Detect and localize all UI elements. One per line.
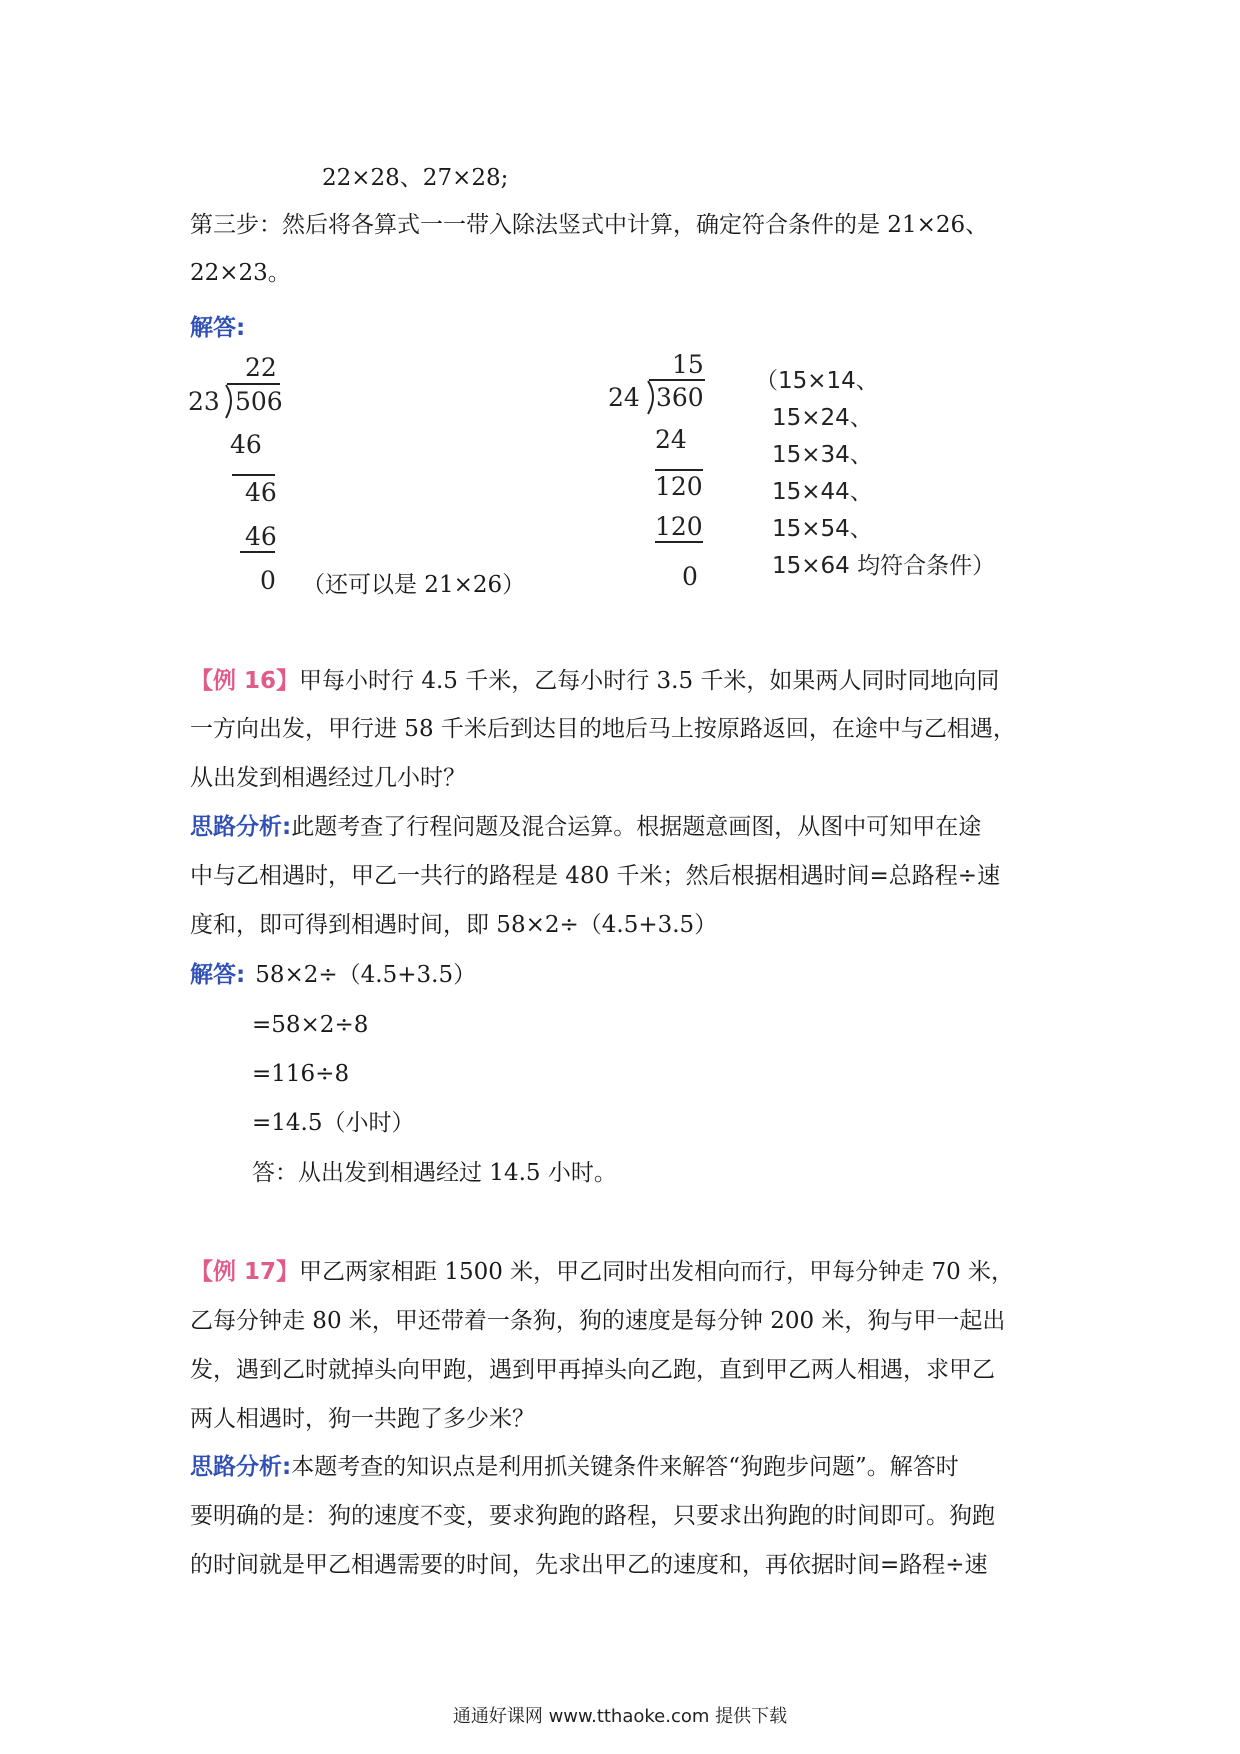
example-line: 一方向出发，甲行进 58 千米后到达目的地后马上按原路返回，在途中与乙相遇， bbox=[190, 716, 1016, 742]
example-text: 甲每小时行 4.5 千米，乙每小时行 3.5 千米，如果两人同时同地向同 bbox=[299, 668, 1000, 694]
alternative: 15×64 均符合条件） bbox=[772, 553, 996, 579]
step: 46 bbox=[245, 478, 277, 507]
analysis-line bbox=[190, 812, 981, 842]
step: 120 bbox=[655, 472, 703, 501]
divisor: 24 bbox=[608, 383, 640, 412]
remainder: 0 bbox=[682, 562, 698, 591]
answer-label: 解答: bbox=[190, 962, 246, 988]
alternative: 15×34、 bbox=[772, 442, 873, 468]
remainder: 0 bbox=[260, 566, 276, 595]
analysis-line: 中与乙相遇时，甲乙一共行的路程是 480 千米；然后根据相遇时间=总路程÷速 bbox=[190, 863, 1001, 889]
dividend: 360 bbox=[656, 383, 704, 412]
analysis-text: 本题考查的知识点是利用抓关键条件来解答“狗跑步问题”。解答时 bbox=[291, 1454, 959, 1480]
example-line bbox=[190, 1257, 1014, 1287]
step: 120 bbox=[655, 512, 703, 541]
alternative: 15×24、 bbox=[772, 405, 873, 431]
text-line: 22×23。 bbox=[190, 260, 291, 286]
analysis-line: 度和，即可得到相遇时间，即 58×2÷（4.5+3.5） bbox=[190, 912, 718, 938]
example-line: 发，遇到乙时就掉头向甲跑，遇到甲再掉头向乙跑，直到甲乙两人相遇，求甲乙 bbox=[190, 1357, 995, 1383]
analysis-line: 的时间就是甲乙相遇需要的时间，先求出甲乙的速度和，再依据时间=路程÷速 bbox=[190, 1552, 988, 1578]
example-line: 乙每分钟走 80 米，甲还带着一条狗，狗的速度是每分钟 200 米，狗与甲一起出 bbox=[190, 1308, 1006, 1334]
analysis-label: 思路分析: bbox=[190, 814, 292, 840]
answer-line bbox=[190, 960, 476, 990]
alternative: 15×54、 bbox=[772, 516, 873, 542]
divisor: 23 bbox=[188, 387, 220, 416]
quotient: 22 bbox=[245, 353, 277, 382]
analysis-line bbox=[190, 1452, 959, 1482]
example-text: 甲乙两家相距 1500 米，甲乙同时出发相向而行，甲每分钟走 70 米， bbox=[299, 1259, 1015, 1285]
step: 46 bbox=[245, 522, 277, 551]
alternative: 15×44、 bbox=[772, 479, 873, 505]
answer-text: 58×2÷（4.5+3.5） bbox=[255, 962, 477, 988]
step: 46 bbox=[230, 430, 262, 459]
dividend: 506 bbox=[235, 387, 283, 416]
analysis-text: 此题考查了行程问题及混合运算。根据题意画图，从图中可知甲在途 bbox=[291, 814, 982, 840]
answer-line: =116÷8 bbox=[252, 1061, 350, 1087]
alternative: （15×14、 bbox=[755, 368, 879, 394]
answer-label: 解答: bbox=[190, 315, 246, 341]
example-tag: 【例 16】 bbox=[190, 668, 300, 694]
example-line bbox=[190, 666, 999, 696]
analysis-label: 思路分析: bbox=[190, 1454, 292, 1480]
example-line: 从出发到相遇经过几小时？ bbox=[190, 765, 466, 791]
text-line: 22×28、27×28; bbox=[322, 165, 509, 191]
page-footer: 通通好课网 www.tthaoke.com 提供下载 bbox=[452, 1706, 788, 1727]
analysis-line: 要明确的是：狗的速度不变，要求狗跑的路程，只要求出狗跑的时间即可。狗跑 bbox=[190, 1503, 995, 1529]
step: 24 bbox=[655, 425, 687, 454]
quotient: 15 bbox=[672, 350, 704, 379]
text-line: 第三步：然后将各算式一一带入除法竖式中计算，确定符合条件的是 21×26、 bbox=[190, 212, 989, 238]
example-line: 两人相遇时，狗一共跑了多少米？ bbox=[190, 1406, 535, 1432]
answer-line: =58×2÷8 bbox=[252, 1012, 369, 1038]
answer-line: 答：从出发到相遇经过 14.5 小时。 bbox=[252, 1160, 617, 1186]
division-note: （还可以是 21×26） bbox=[302, 572, 526, 598]
example-tag: 【例 17】 bbox=[190, 1259, 300, 1285]
answer-line: =14.5（小时） bbox=[252, 1110, 415, 1136]
